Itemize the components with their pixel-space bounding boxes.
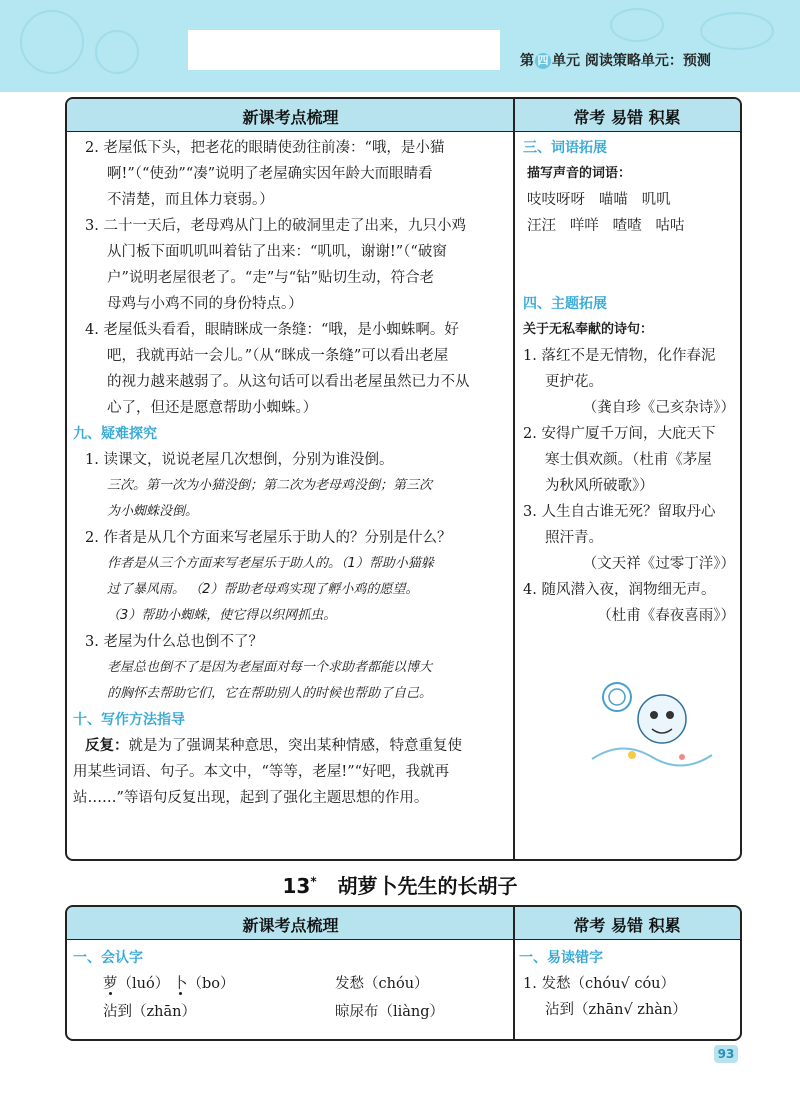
pinyin: （luó） [117, 976, 170, 992]
section-heading: 十、写作方法指导 [73, 712, 185, 728]
answer-line: 的胸怀去帮助它们，它在帮助别人的时候也帮助了自己。 [107, 686, 433, 701]
text-line: 的视力越来越弱了。从这句话可以看出老屋虽然已力不从 [107, 374, 470, 390]
lesson-title [0, 870, 800, 899]
unit-title: 单元 阅读策略单元：预测 [552, 53, 711, 69]
char-word: 萝 [103, 976, 118, 992]
section-heading: 九、疑难探究 [73, 426, 157, 442]
unit-number: 四 [535, 53, 551, 69]
text-line: 从门板下面叽叽叫着钻了出来：“叽叽，谢谢!”（“破窗 [107, 244, 447, 260]
pinyin: （zhān） [132, 1004, 196, 1020]
unit-prefix: 第 [520, 53, 534, 69]
header-blank [188, 30, 500, 70]
text-line: 心了，但还是愿意帮助小蜘蛛。） [107, 400, 318, 416]
text-line: 啊!”（“使劲”“凑”说明了老屋确实因年龄大而眼睛看 [107, 166, 433, 182]
decor-circle [95, 30, 139, 74]
lesson-star: * [310, 874, 317, 889]
poem-line: 1. 落红不是无情物，化作春泥 [523, 348, 716, 364]
right-column [523, 135, 735, 629]
text-line: 吧，我就再站一会儿。”（从“眯成一条缝”可以看出老屋 [107, 348, 449, 364]
text-line: 不清楚，而且体力衰弱。） [107, 192, 274, 208]
page-number: 93 [714, 1045, 738, 1063]
poem-line: 2. 安得广厦千万间，大庇天下 [523, 426, 716, 442]
right-column-title: 常考 易错 积累 [573, 916, 681, 935]
text-line: 2. 老屋低下头，把老花的眼睛使劲往前凑：“哦，是小猫 [85, 140, 445, 156]
poem-line: 为秋风所破歌》） [545, 478, 654, 494]
answer-line: 三次。第一次为小猫没倒；第二次为老母鸡没倒；第三次 [107, 478, 433, 493]
pinyin: （chóu） [364, 976, 429, 992]
poem-line: 寒士俱欢颜。（杜甫《茅屋 [545, 452, 712, 468]
char-word: 晾尿布 [335, 1004, 379, 1020]
error-item: 1. 发愁（chóu√ cóu） [523, 976, 676, 992]
section-heading: 三、词语拓展 [523, 140, 607, 156]
poem-source: （龚自珍《己亥杂诗》） [582, 400, 735, 416]
unit-header [520, 50, 711, 70]
cartoon-illustration [572, 669, 722, 769]
column-divider [513, 907, 515, 1039]
left-column-title: 新课考点梳理 [242, 108, 339, 127]
poem-line: 照汗青。 [545, 530, 603, 546]
column-divider [513, 99, 515, 859]
decor-circle [700, 12, 774, 50]
text-line: 户”说明老屋很老了。“走”与“钻”贴切生动，符合老 [107, 270, 435, 286]
text-line: 4. 老屋低头看看，眼睛眯成一条缝：“哦，是小蜘蛛啊。好 [85, 322, 459, 338]
word-list: 汪汪 咩咩 喳喳 咕咕 [527, 218, 685, 234]
answer-line: （3）帮助小蜘蛛，使它得以织网抓虫。 [107, 608, 337, 623]
text-line: 用某些词语、句子。本文中，“等等，老屋!”“好吧，我就再 [73, 764, 450, 780]
section-heading: 四、主题拓展 [523, 296, 607, 312]
text-line: 母鸡与小鸡不同的身份特点。） [107, 296, 303, 312]
answer-line: 老屋总也倒不了是因为老屋面对每一个求助者都能以博大 [107, 660, 433, 675]
subheading: 关于无私奉献的诗句： [523, 322, 654, 337]
section-heading: 一、会认字 [73, 950, 143, 966]
decor-circle [610, 8, 664, 42]
question: 3. 老屋为什么总也倒不了？ [85, 634, 263, 650]
right-column [519, 945, 735, 1023]
char-word: 沾到 [103, 1004, 132, 1020]
text-line: 3. 二十一天后，老母鸡从门上的破洞里走了出来，九只小鸡 [85, 218, 466, 234]
poem-line: 3. 人生自古谁无死？留取丹心 [523, 504, 716, 520]
question: 1. 读课文，说说老屋几次想倒，分别为谁没倒。 [85, 452, 394, 468]
lesson-number: 13 [282, 874, 311, 898]
char-word: 发愁 [335, 976, 364, 992]
answer-line: 作者是从三个方面来写老屋乐于助人的。（1）帮助小猫躲 [107, 556, 434, 571]
lesson-name: 胡萝卜先生的长胡子 [337, 874, 518, 898]
pinyin: （bo） [187, 976, 235, 992]
panel-header [67, 99, 740, 132]
char-word: 卜 [173, 976, 188, 992]
decor-circle [20, 10, 84, 74]
error-item: 沾到（zhān√ zhàn） [545, 1002, 687, 1018]
text-line: 站……”等语句反复出现，起到了强化主题思想的作用。 [73, 790, 429, 806]
poem-line: 更护花。 [545, 374, 603, 390]
review-panel-13 [65, 905, 742, 1041]
poem-line: 4. 随风潜入夜，润物细无声。 [523, 582, 716, 598]
question: 2. 作者是从几个方面来写老屋乐于助人的？分别是什么？ [85, 530, 452, 546]
poem-source: （杜甫《春夜喜雨》） [597, 608, 735, 624]
word-list: 吱吱呀呀 喵喵 叽叽 [527, 192, 671, 208]
left-column [73, 945, 509, 1027]
answer-line: 过了暴风雨。 （2）帮助老母鸡实现了孵小鸡的愿望。 [107, 582, 419, 597]
poem-source: （文天祥《过零丁洋》） [582, 556, 735, 572]
panel-header [67, 907, 740, 940]
section-heading: 一、易读错字 [519, 950, 603, 966]
answer-line: 为小蜘蛛没倒。 [107, 504, 199, 519]
review-panel-12 [65, 97, 742, 861]
left-column [73, 135, 509, 811]
left-column-title: 新课考点梳理 [242, 916, 339, 935]
term-bold: 反复： [85, 737, 129, 754]
text-line: 就是为了强调某种意思，突出某种情感，特意重复使 [128, 738, 462, 754]
right-column-title: 常考 易错 积累 [573, 108, 681, 127]
subheading: 描写声音的词语： [527, 166, 632, 181]
pinyin: （liàng） [378, 1004, 445, 1020]
